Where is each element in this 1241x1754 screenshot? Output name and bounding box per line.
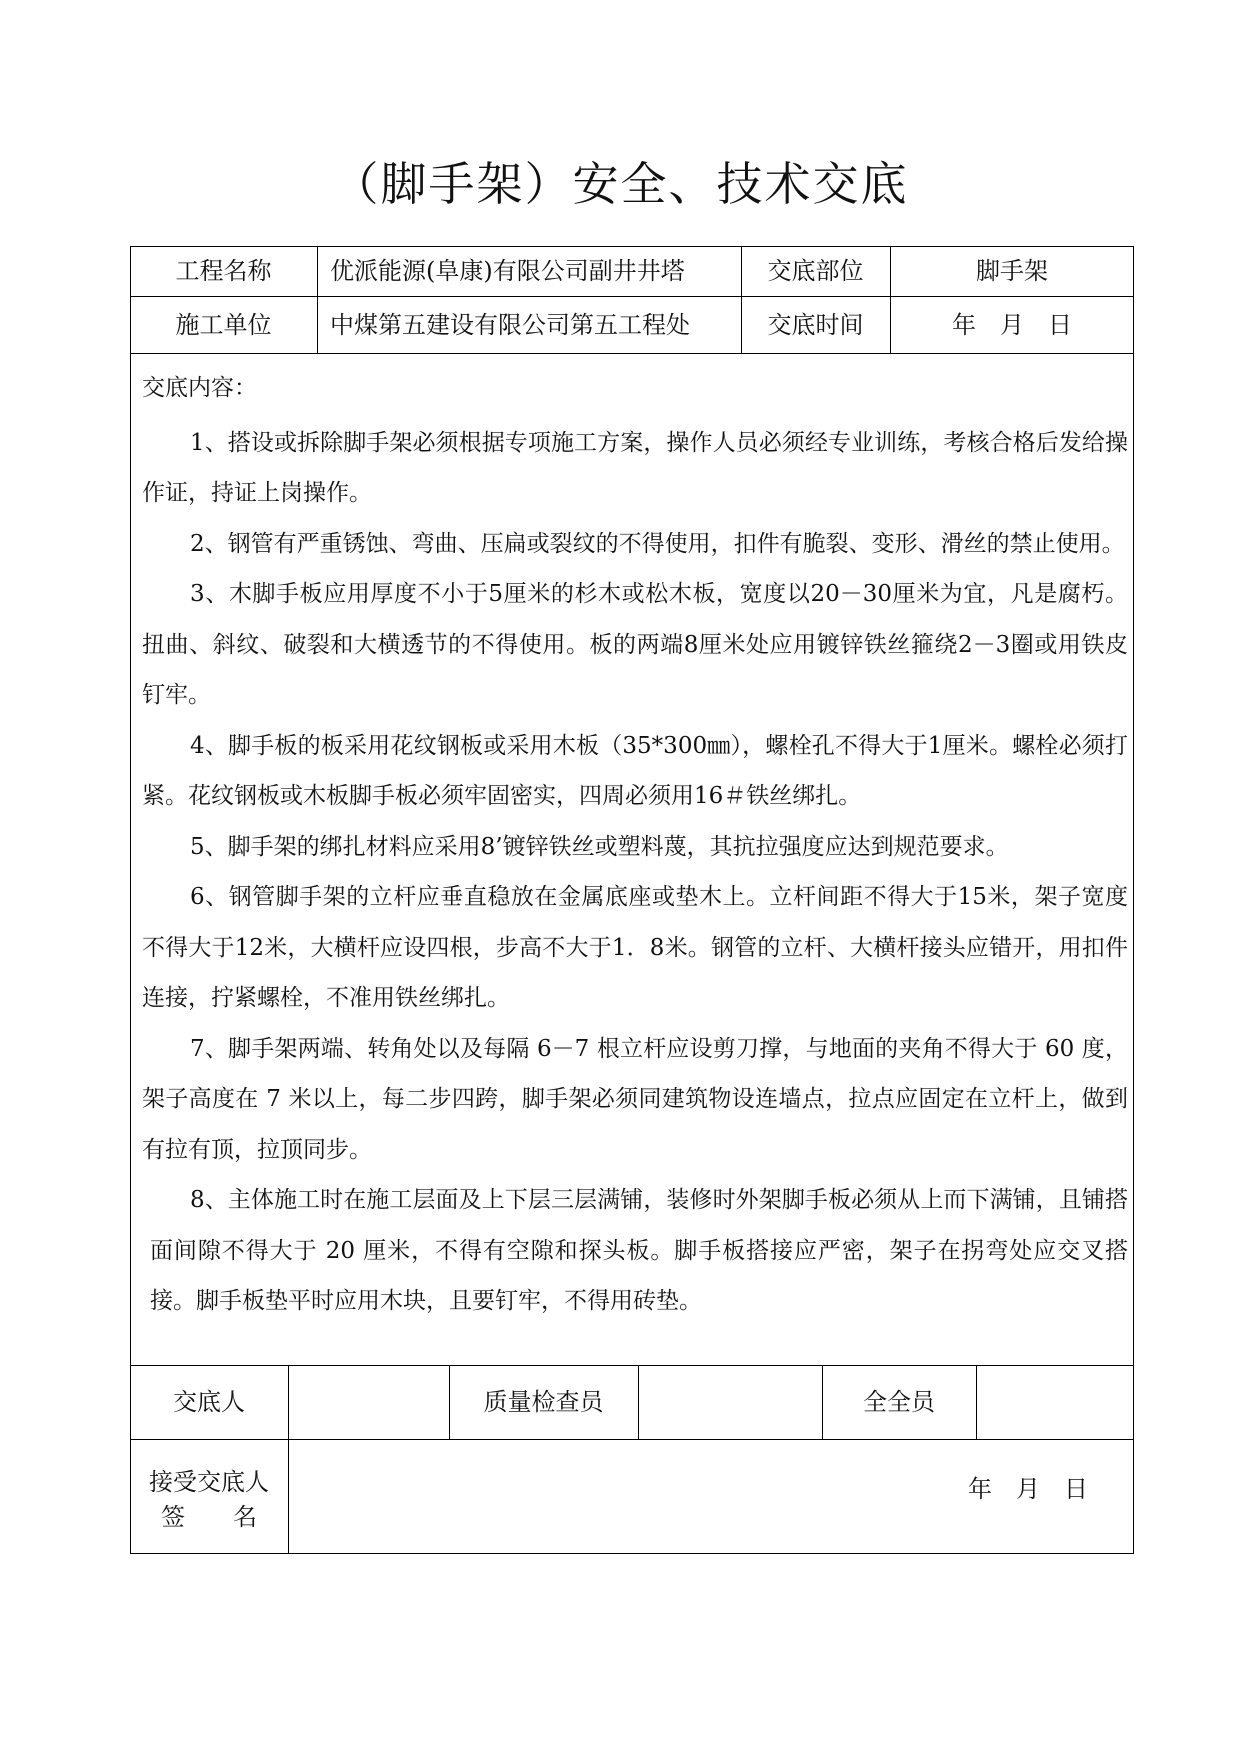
content-item: 3、木脚手板应用厚度不小于5厘米的杉木或松木板，宽度以20－30厘米为宜，凡是腐朽。扭曲、斜纹、破裂和大横透节的不得使用。板的两端8厘米处应用镀锌铁丝箍绕2－3圈或用铁皮钉牢。: [142, 581, 1128, 708]
content-label: 交底内容：: [142, 375, 257, 401]
content-item: 2、钢管有严重锈蚀、弯曲、压扁或裂纹的不得使用，扣件有脆裂、变形、滑丝的禁止使用。: [190, 530, 1125, 557]
content-item: 5、脚手架的绑扎材料应采用8’镀锌铁丝或塑料蔑，其抗拉强度应达到规范要求。: [190, 833, 1009, 860]
content-item: 8、主体施工时在施工层面及上下层三层满铺，装修时外架脚手板必须从上而下满铺，且铺搭面间隙不得大于 20 厘米，不得有空隙和探头板。脚手板搭接应严密，架子在拐弯处应交叉搭接。脚手板垫平时应用木块，且要钉牢，不得用砖垫。: [150, 1187, 1128, 1314]
content-item: 6、钢管脚手架的立杆应垂直稳放在金属底座或垫木上。立杆间距不得大于15米，架子宽度不得大于12米，大横杆应设四根，步高不大于1．8米。钢管的立杆、大横杆接头应错开，用扣件连接，拧紧螺栓，不准用铁丝绑扎。: [142, 884, 1128, 1011]
disclosure-time-value: 年 月 日: [952, 311, 1072, 339]
table-rule: [638, 1365, 639, 1439]
location-value: 脚手架: [976, 257, 1048, 285]
table-rule: [976, 1365, 977, 1439]
content-item: 1、搭设或拆除脚手架必须根据专项施工方案，操作人员必须经专业训练，考核合格后发给操作证，持证上岗操作。: [142, 429, 1128, 506]
project-name-label: 工程名称: [175, 257, 272, 285]
discloser-label: 交底人: [173, 1388, 245, 1416]
receiver-label: 接受交底人: [149, 1468, 269, 1496]
disclosure-time-label: 交底时间: [767, 311, 864, 339]
table-rule: [130, 1365, 1134, 1366]
quality-inspector-label: 质量检查员: [483, 1388, 604, 1416]
table-rule: [317, 246, 318, 353]
receiver-sign-label: 签 名: [161, 1503, 257, 1531]
content-item: 7、脚手架两端、转角处以及每隔 6－7 根立杆应设剪刀撑，与地面的夹角不得大于 60 度，架子高度在 7 米以上，每二步四跨，脚手架必须同建筑物设连墙点，拉点应固定在立杆上，做到有拉有顶，拉顶同步。: [142, 1035, 1128, 1163]
construction-unit-value: 中煤第五建设有限公司第五工程处: [330, 311, 690, 339]
content-item: 4、脚手板的板采用花纹钢板或采用木板（35*300㎜），螺栓孔不得大于1厘米。螺栓必须打紧。花纹钢板或木板脚手板必须牢固密实，四周必须用16＃铁丝绑扎。: [142, 732, 1128, 809]
page-title: （脚手架）安全、技术交底: [332, 157, 909, 211]
table-rule: [130, 1439, 1134, 1440]
table-rule: [130, 353, 1134, 354]
project-name-value: 优派能源(阜康)有限公司副井井塔: [330, 257, 685, 285]
construction-unit-label: 施工单位: [175, 311, 272, 339]
table-rule: [288, 1365, 289, 1554]
safety-officer-label: 全全员: [863, 1388, 935, 1416]
disclosure-content: [142, 363, 1128, 1327]
receiver-date: 年 月 日: [968, 1475, 1088, 1503]
location-label: 交底部位: [767, 257, 864, 285]
table-rule: [130, 296, 1134, 297]
